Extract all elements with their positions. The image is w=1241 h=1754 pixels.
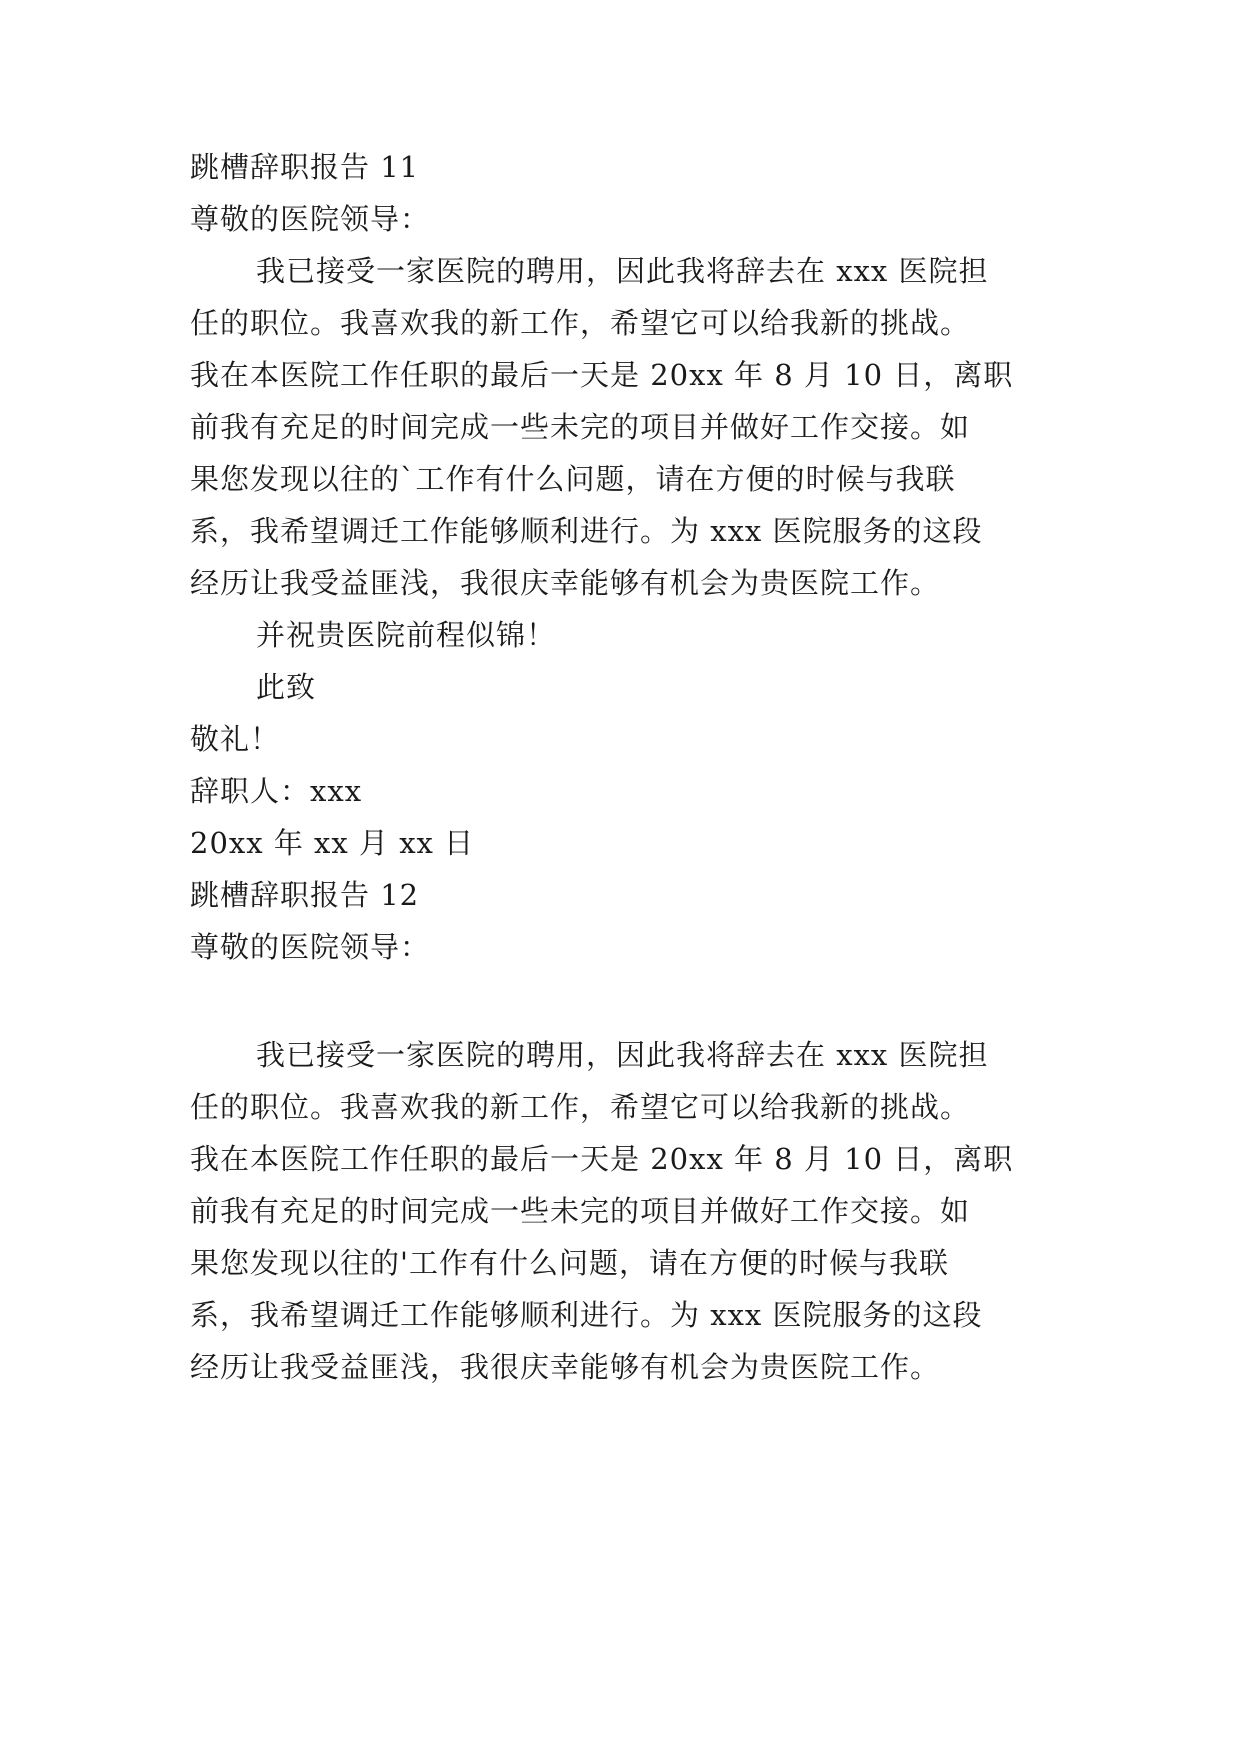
section-heading: 跳槽辞职报告 12 <box>190 878 420 912</box>
paragraph-line: 前我有充足的时间完成一些未完的项目并做好工作交接。如 <box>190 410 971 444</box>
salutation: 尊敬的医院领导： <box>190 930 431 964</box>
paragraph-line: 任的职位。我喜欢我的新工作，希望它可以给我新的挑战。 <box>190 1090 971 1124</box>
paragraph-line: 前我有充足的时间完成一些未完的项目并做好工作交接。如 <box>190 1194 971 1228</box>
paragraph-line: 果您发现以往的`工作有什么问题，请在方便的时候与我联 <box>190 462 956 496</box>
date-line: 20xx 年 xx 月 xx 日 <box>190 826 475 860</box>
closing-line: 此致 <box>256 670 317 704</box>
paragraph-line: 系，我希望调迁工作能够顺利进行。为 xxx 医院服务的这段 <box>190 1298 983 1332</box>
paragraph-line: 果您发现以往的'工作有什么问题，请在方便的时候与我联 <box>190 1246 949 1280</box>
paragraph-line: 经历让我受益匪浅，我很庆幸能够有机会为贵医院工作。 <box>190 1350 941 1384</box>
paragraph-line: 任的职位。我喜欢我的新工作，希望它可以给我新的挑战。 <box>190 306 971 340</box>
paragraph-line: 我已接受一家医院的聘用，因此我将辞去在 xxx 医院担 <box>256 1038 989 1072</box>
section-heading: 跳槽辞职报告 11 <box>190 150 420 184</box>
paragraph-line: 经历让我受益匪浅，我很庆幸能够有机会为贵医院工作。 <box>190 566 941 600</box>
signer-line: 辞职人：xxx <box>190 774 363 808</box>
paragraph-line: 我已接受一家医院的聘用，因此我将辞去在 xxx 医院担 <box>256 254 989 288</box>
closing-line: 敬礼！ <box>190 722 281 756</box>
wish-line: 并祝贵医院前程似锦！ <box>256 618 557 652</box>
paragraph-line: 我在本医院工作任职的最后一天是 20xx 年 8 月 10 日，离职 <box>190 1142 1014 1176</box>
paragraph-line: 系，我希望调迁工作能够顺利进行。为 xxx 医院服务的这段 <box>190 514 983 548</box>
paragraph-line: 我在本医院工作任职的最后一天是 20xx 年 8 月 10 日，离职 <box>190 358 1014 392</box>
salutation: 尊敬的医院领导： <box>190 202 431 236</box>
